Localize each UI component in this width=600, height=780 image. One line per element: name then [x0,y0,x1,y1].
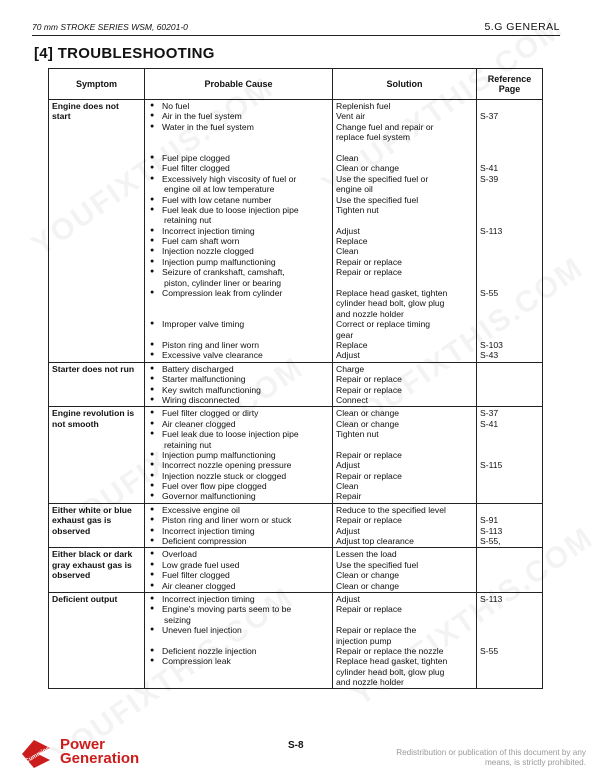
cause-line: ● Engine's moving parts seem to be [148,604,329,614]
page-title: [4] TROUBLESHOOTING [34,45,215,62]
solution-line: Lessen the load [336,549,397,560]
cause-cell [145,548,333,593]
reference-line [480,471,539,481]
solution-line: Clean or change [336,408,400,419]
reference-line [480,440,539,450]
cause-line: seizing [164,614,191,625]
cause-line: ● Fuel over flow pipe clogged [148,481,329,491]
page-number: S-8 [288,740,304,751]
cause-line: engine oil at low temperature [164,184,275,195]
solution-line: Use the specified fuel or [336,173,429,184]
reference-line [480,267,539,277]
reference-line: S-113 [480,593,503,604]
symptom-text: Deficient output [52,593,118,604]
table-row [49,548,543,593]
reference-line [480,481,539,491]
solution-line: Adjust [336,460,360,471]
solution-line: Repair or replace [336,374,402,385]
cause-line: ● Incorrect nozzle opening pressure [148,460,329,470]
col-cause: Probable Cause [145,69,333,100]
cause-line: ● Fuel with low cetane number [148,195,329,205]
reference-line [480,246,539,256]
reference-cell [477,407,543,504]
reference-line [480,491,539,501]
reference-line [480,205,539,215]
reference-line [480,184,539,194]
solution-line: Use the specified fuel [336,559,419,570]
reference-line [480,677,539,687]
reference-line [480,257,539,267]
reference-cell [477,503,543,548]
cause-line [148,330,329,340]
symptom-cell [49,362,145,407]
solution-line: injection pump [336,635,392,646]
solution-line: Adjust [336,593,360,604]
reference-line [480,636,539,646]
cause-line: ● Excessive engine oil [148,505,329,515]
cause-line: ● Air cleaner clogged [148,419,329,429]
brand-line: Power [60,736,106,753]
cause-line: ● Governor malfunctioning [148,491,329,501]
solution-line: Charge [336,363,365,374]
col-symptom: Symptom [49,69,145,100]
reference-cell [477,362,543,407]
cause-cell [145,503,333,548]
reference-line [480,143,539,153]
symptom-text: observed [52,570,91,581]
cause-line: ● Incorrect injection timing [148,594,329,604]
header-series: 70 mm STROKE SERIES WSM, 60201-0 [32,22,188,32]
reference-line [480,132,539,142]
cause-line: ● Overload [148,549,329,559]
col-reference: Reference Page [477,69,543,100]
brand-name [60,738,139,766]
solution-line: Clean [336,152,359,163]
symptom-text: observed [52,525,91,536]
symptom-text: exhaust gas is [52,515,112,526]
reference-line: S-41 [480,163,499,174]
solution-cell [333,548,477,593]
reference-line: S-37 [480,408,499,419]
cause-line: ● Uneven fuel injection [148,625,329,635]
solution-line: Tighten nut [336,204,379,215]
symptom-text: Starter does not run [52,363,135,374]
solution-line: Clean or change [336,570,400,581]
reference-line: S-113 [480,225,503,236]
symptom-text: Engine revolution is [52,408,135,419]
reference-line: S-113 [480,525,503,536]
logo-text: Cummins [24,745,51,765]
cause-line: ● Deficient nozzle injection [148,646,329,656]
reference-line [480,215,539,225]
solution-line: Replace head gasket, tighten [336,656,448,667]
reference-line [480,450,539,460]
reference-line: S-43 [480,350,499,361]
solution-line: Clean or change [336,163,400,174]
cause-line: ● Excessively high viscosity of fuel or [148,174,329,184]
cause-line: ● Fuel cam shaft worn [148,236,329,246]
solution-line: Connect [336,394,369,405]
solution-line: Repair or replace [336,604,402,615]
cause-line: ● Piston ring and liner worn [148,340,329,350]
solution-line: Adjust [336,350,360,361]
cause-line: ● Key switch malfunctioning [148,385,329,395]
solution-line: engine oil [336,184,373,195]
solution-line: and nozzle holder [336,308,404,319]
solution-line: Replenish fuel [336,101,391,111]
symptom-text: Either white or blue [52,504,132,515]
solution-line: cylinder head bolt, glow plug [336,666,445,677]
symptom-text: not smooth [52,418,99,429]
cause-line: ● Fuel filter clogged [148,163,329,173]
cause-line: ● Fuel leak due to loose injection pipe [148,429,329,439]
reference-line [480,236,539,246]
cause-line: ● Water in the fuel system [148,122,329,132]
solution-line: Repair or replace [336,515,402,526]
cause-line: ● Compression leak [148,656,329,666]
cause-line: ● Starter malfunctioning [148,374,329,384]
cause-line: ● Incorrect injection timing [148,526,329,536]
cause-line: ● No fuel [148,101,329,111]
header-section: 5.G GENERAL [484,21,560,33]
reference-line [480,429,539,439]
cause-line: ● Compression leak from cylinder [148,288,329,298]
cause-line: ● Battery discharged [148,364,329,374]
solution-line: Clean or change [336,580,400,591]
solution-line: Use the specified fuel [336,194,419,205]
reference-line [480,505,539,515]
solution-line: gear [336,329,354,340]
solution-line: Repair or replace [336,267,402,278]
reference-line [480,374,539,384]
solution-line: Repair or replace [336,384,402,395]
symptom-text: start [52,111,71,122]
solution-line [336,278,473,288]
cause-line: retaining nut [164,215,212,226]
solution-line: Clean [336,481,359,492]
cause-line [148,298,329,308]
cause-line: ● Air in the fuel system [148,111,329,121]
cause-line: ● Fuel filter clogged or dirty [148,408,329,418]
solution-line: Replace head gasket, tighten [336,288,448,299]
cummins-logo [16,734,56,774]
solution-line: replace fuel system [336,132,411,143]
solution-line: Reduce to the specified level [336,504,446,515]
cause-line: ● Fuel pipe clogged [148,153,329,163]
reference-line: S-55 [480,288,499,299]
reference-line: S-37 [480,111,499,122]
reference-line: S-55, [480,536,501,547]
solution-line: Repair or replace [336,449,402,460]
cause-line: ● Wiring disconnected [148,395,329,405]
reference-line: S-91 [480,515,499,526]
solution-cell [333,503,477,548]
solution-line: Replace [336,236,368,247]
solution-line: Repair or replace the nozzle [336,645,444,656]
reference-line: S-55 [480,645,499,656]
solution-line: Vent air [336,111,366,122]
cause-line: retaining nut [164,439,212,450]
cause-line: ● Fuel leak due to loose injection pipe [148,205,329,215]
cause-line: piston, cylinder liner or bearing [164,277,282,288]
solution-line: Repair or replace [336,470,402,481]
reference-line [480,395,539,405]
running-header [32,19,560,36]
col-solution: Solution [333,69,477,100]
cause-line: ● Seizure of crankshaft, camshaft, [148,267,329,277]
cause-line: ● Low grade fuel used [148,560,329,570]
solution-line: Clean [336,246,359,257]
cause-line: ● Injection nozzle clogged [148,246,329,256]
reference-line [480,656,539,666]
reference-line [480,364,539,374]
symptom-cell [49,548,145,593]
solution-line: Repair [336,491,362,502]
solution-line: Replace [336,339,368,350]
reference-line [480,122,539,132]
symptom-text: Engine does not [52,101,119,111]
solution-line: Tighten nut [336,429,379,440]
cause-line: ● Excessive valve clearance [148,350,329,360]
symptom-text: Either black or dark [52,549,133,560]
cause-line [148,309,329,319]
reference-line [480,385,539,395]
reference-line [480,195,539,205]
copyright-notice: Redistribution or publication of this document by any means, is strictly prohibited. [396,748,586,767]
solution-line: Clean or change [336,418,400,429]
cause-line: ● Injection pump malfunctioning [148,257,329,267]
solution-line: Adjust [336,525,360,536]
solution-line: Repair or replace the [336,625,417,636]
reference-line [480,153,539,163]
solution-line: Repair or replace [336,256,402,267]
reference-line: S-115 [480,460,503,471]
cause-line: ● Improper valve timing [148,319,329,329]
solution-line: Adjust top clearance [336,536,414,547]
cause-line: ● Fuel filter clogged [148,570,329,580]
reference-line [480,101,539,111]
reference-line [480,667,539,677]
cause-line: ● Injection pump malfunctioning [148,450,329,460]
solution-line: Change fuel and repair or [336,121,434,132]
reference-line: S-103 [480,339,503,350]
solution-line: Adjust [336,225,360,236]
solution-line: cylinder head bolt, glow plug [336,298,445,309]
symptom-cell [49,592,145,689]
brand-line: Generation [60,750,140,767]
solution-line: Correct or replace timing [336,319,431,330]
reference-line: S-39 [480,173,499,184]
symptom-text: gray exhaust gas is [52,559,132,570]
cause-line: ● Air cleaner clogged [148,581,329,591]
solution-line [336,215,473,225]
reference-line: S-41 [480,418,499,429]
cause-line: ● Injection nozzle stuck or clogged [148,471,329,481]
cause-line: ● Piston ring and liner worn or stuck [148,515,329,525]
cause-line: ● Deficient compression [148,536,329,546]
solution-line: and nozzle holder [336,677,404,688]
cause-line: ● Incorrect injection timing [148,226,329,236]
